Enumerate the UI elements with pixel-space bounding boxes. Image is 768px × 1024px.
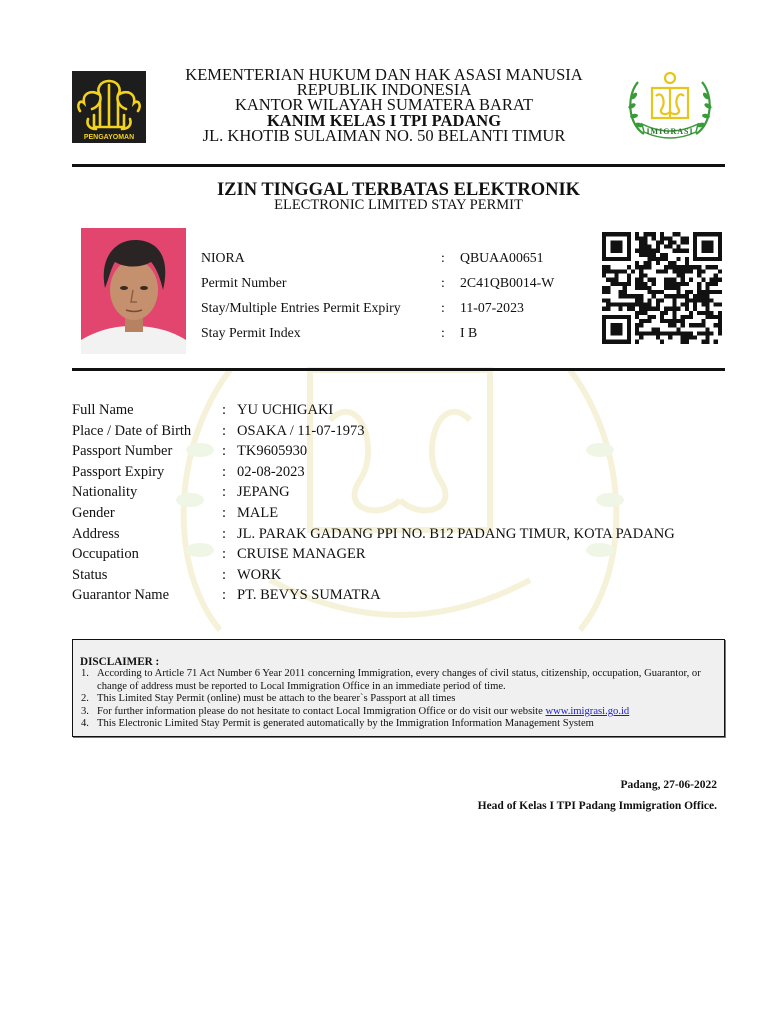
permit-value: QBUAA00651 [460, 250, 544, 265]
permit-label: NIORA [201, 250, 245, 265]
separator: : [222, 422, 227, 439]
detail-value: TK9605930 [237, 443, 308, 460]
detail-label: Full Name [72, 402, 134, 418]
pengayoman-logo-text: PENGAYOMAN [83, 134, 135, 141]
permit-value: I B [460, 325, 478, 340]
detail-label: Place / Date of Birth [72, 422, 192, 439]
disclaimer-box [72, 639, 725, 737]
permit-value: 2C41QB0014-W [460, 275, 555, 290]
qr-code [602, 232, 722, 344]
detail-row [72, 402, 732, 422]
disclaimer-item-number: 4. [81, 718, 89, 730]
imigrasi-website-link[interactable]: www.imigrasi.go.id [545, 705, 630, 717]
disclaimer-title: DISCLAIMER : [80, 656, 160, 668]
document-subtitle: ELECTRONIC LIMITED STAY PERMIT [274, 197, 523, 213]
separator: : [222, 546, 227, 563]
separator: : [441, 250, 445, 265]
issuing-office: Head of Kelas I TPI Padang Immigration Office. [477, 800, 717, 812]
header-ministry: KEMENTERIAN HUKUM DAN HAK ASASI MANUSIA [185, 65, 583, 84]
disclaimer-item [81, 693, 716, 706]
detail-label: Nationality [72, 484, 138, 501]
detail-row [72, 423, 732, 443]
permit-label: Permit Number [201, 275, 287, 290]
imigrasi-logo [622, 66, 718, 142]
detail-value: MALE [237, 505, 279, 521]
detail-value: PT. BEVYS SUMATRA [237, 587, 381, 604]
detail-row [72, 505, 732, 525]
header-regional-office: KANTOR WILAYAH SUMATERA BARAT [234, 95, 534, 115]
detail-value: JEPANG [237, 484, 290, 501]
disclaimer-item-text: According to Article 71 Act Number 6 Year 2011 concerning Immigration, every changes of civil status, citizenship, occupation, Guarantor, or change of address must be reported to Local Immigration Office in an immediate period of time. [97, 668, 701, 692]
disclaimer-item [81, 718, 716, 731]
header-address: JL. KHOTIB SULAIMAN NO. 50 BELANTI TIMUR [202, 125, 566, 145]
holder-photo [81, 228, 186, 354]
issue-place-date: Padang, 27-06-2022 [620, 779, 717, 791]
office-header [150, 67, 618, 143]
detail-label: Guarantor Name [72, 587, 170, 604]
detail-row [72, 484, 732, 504]
detail-label: Passport Expiry [72, 463, 165, 480]
disclaimer-item-number: 2. [81, 693, 89, 705]
pengayoman-logo [72, 71, 146, 143]
detail-value: OSAKA / 11-07-1973 [237, 422, 365, 439]
imigrasi-logo-text: IMIGRASI [646, 127, 694, 136]
permit-label: Stay Permit Index [201, 325, 301, 340]
detail-value: YU UCHIGAKI [237, 402, 334, 418]
detail-label: Occupation [72, 546, 139, 563]
detail-value: JL. PARAK GADANG PPI NO. B12 PADANG TIMUR, KOTA PADANG [237, 525, 675, 542]
header-kanim: KANIM KELAS I TPI PADANG [266, 110, 502, 130]
separator: : [222, 443, 227, 460]
disclaimer-item-number: 1. [81, 668, 89, 679]
detail-row [72, 546, 732, 566]
disclaimer-item-text: This Limited Stay Permit (online) must be attach to the bearer`s Passport at all times [97, 693, 456, 705]
detail-value: CRUISE MANAGER [237, 546, 366, 563]
detail-value: WORK [237, 566, 282, 583]
separator: : [222, 525, 227, 542]
detail-label: Address [72, 525, 120, 542]
detail-row [72, 587, 732, 607]
separator: : [222, 587, 227, 604]
permit-label: Stay/Multiple Entries Permit Expiry [201, 300, 401, 315]
separator: : [222, 505, 227, 521]
detail-label: Passport Number [72, 443, 173, 460]
disclaimer-list [81, 668, 716, 731]
detail-row [72, 464, 732, 484]
detail-row [72, 567, 732, 587]
detail-label: Gender [72, 505, 115, 521]
disclaimer-item-text: For further information please do not hesitate to contact Local Immigration Office or do visit our website [97, 705, 543, 717]
disclaimer-item-text: This Electronic Limited Stay Permit is generated automatically by the Immigration Information Management System [97, 718, 594, 730]
disclaimer-item-number: 3. [81, 705, 89, 717]
detail-value: 02-08-2023 [237, 463, 305, 480]
separator: : [441, 300, 445, 315]
separator: : [222, 566, 227, 583]
header-rule [72, 164, 725, 167]
separator: : [222, 463, 227, 480]
document-title: IZIN TINGGAL TERBATAS ELEKTRONIK [216, 180, 581, 200]
section-rule [72, 368, 725, 371]
separator: : [222, 484, 227, 501]
detail-row [72, 443, 732, 463]
detail-row [72, 526, 732, 546]
separator: : [441, 325, 445, 340]
separator: : [222, 402, 227, 418]
separator: : [441, 275, 445, 290]
disclaimer-item [81, 668, 716, 693]
header-republic: REPUBLIK INDONESIA [296, 80, 472, 100]
permit-value: 11-07-2023 [460, 300, 524, 315]
disclaimer-item [81, 706, 716, 719]
detail-label: Status [72, 566, 108, 583]
